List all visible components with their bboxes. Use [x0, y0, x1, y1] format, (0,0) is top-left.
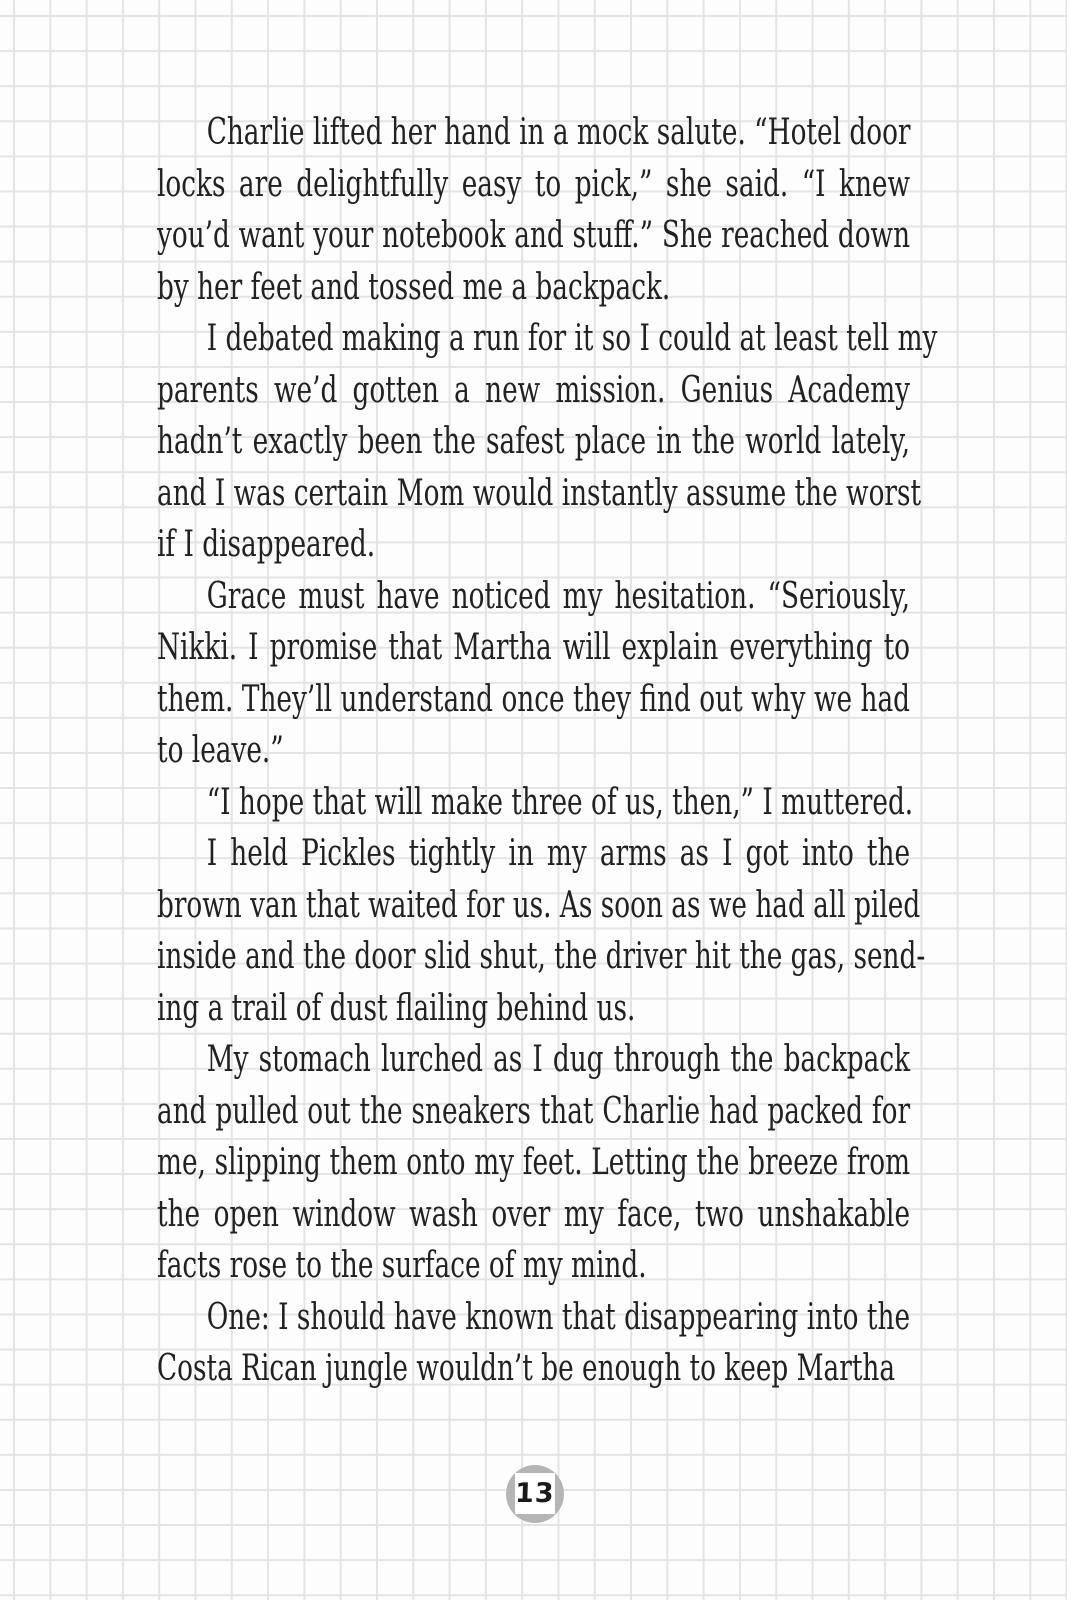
text-line: Nikki. I promise that Martha will explain everything to	[157, 627, 911, 668]
text-line: and I was certain Mom would instantly assume the worst	[157, 472, 922, 514]
text-line: them. They’ll understand once they find out why we had	[157, 678, 911, 720]
text-line: I debated making a run for it so I could at least tell my	[206, 318, 938, 359]
paragraph	[157, 1292, 910, 1395]
text-line: you’d want your notebook and stuff.” She reached down	[157, 215, 911, 256]
text-line: and pulled out the sneakers that Charlie had packed for	[157, 1090, 911, 1132]
text-line: locks are delightfully easy to pick,” she said. “I knew	[157, 163, 911, 205]
text-line: parents we’d gotten a new mission. Genius Academy	[157, 369, 911, 411]
text-line: brown van that waited for us. As soon as we had all piled	[157, 884, 921, 926]
text-line: Costa Rican jungle wouldn’t be enough to keep Martha	[157, 1348, 896, 1389]
text-line: I held Pickles tightly in my arms as I got into the	[206, 833, 911, 874]
paragraph	[157, 777, 914, 829]
text-line: Charlie lifted her hand in a mock salute. “Hotel door	[206, 112, 911, 153]
text-line: ing a trail of dust flailing behind us.	[157, 987, 636, 1029]
text-line: by her feet and tossed me a backpack.	[157, 266, 671, 308]
text-line: inside and the door slid shut, the driver hit the gas, send-	[157, 936, 926, 977]
badge-square	[515, 1473, 555, 1514]
text-line: Grace must have noticed my hesitation. “Seriously,	[206, 575, 911, 617]
text-line: One: I should have known that disappearing into the	[206, 1296, 911, 1338]
text-line: me, slipping them onto my feet. Letting the breeze from	[157, 1142, 911, 1183]
paragraph	[157, 828, 926, 1034]
text-line: hadn’t exactly been the safest place in the world lately,	[157, 421, 911, 462]
page-text	[157, 107, 938, 1395]
text-line: facts rose to the surface of my mind.	[157, 1245, 647, 1286]
text-line: if I disappeared.	[157, 524, 376, 565]
text-line: “I hope that will make three of us, then,” I muttered.	[206, 781, 914, 823]
paragraph	[157, 107, 910, 313]
text-line: to leave.”	[157, 730, 284, 771]
text-line: the open window wash over my face, two unshakable	[157, 1193, 911, 1235]
page-number: 13	[514, 1478, 556, 1509]
paragraph	[157, 1034, 910, 1292]
text-line: My stomach lurched as I dug through the backpack	[206, 1039, 911, 1080]
page-number-badge	[506, 1465, 564, 1523]
paragraph	[157, 571, 910, 777]
paragraph	[157, 313, 938, 571]
